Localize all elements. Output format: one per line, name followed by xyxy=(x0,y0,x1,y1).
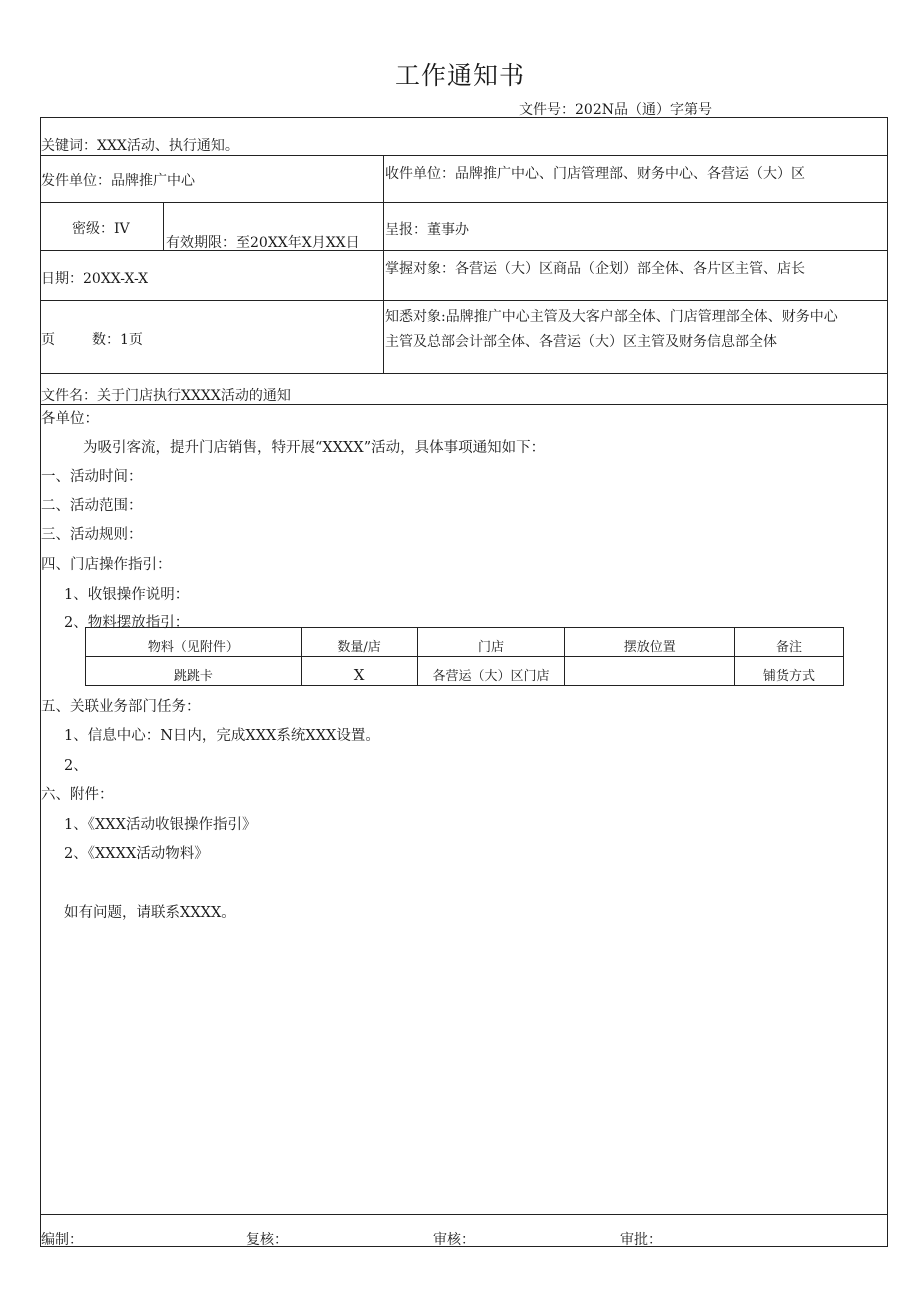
cell-quantity: X xyxy=(301,657,417,686)
attachment-2: 2、《XXXX活动物料》 xyxy=(64,846,209,862)
section-department-tasks: 五、关联业务部门任务： xyxy=(41,699,201,715)
master-audience: 掌握对象：各营运（大）区商品（企划）部全体、各片区主管、店长 xyxy=(385,261,805,277)
header-store: 门店 xyxy=(417,628,565,657)
header-remarks: 备注 xyxy=(735,628,844,657)
header-material: 物料（见附件） xyxy=(86,628,302,657)
cell-remarks: 铺货方式 xyxy=(735,657,844,686)
section-activity-time: 一、活动时间： xyxy=(41,469,143,485)
secrecy-level: 密级：IV xyxy=(72,221,130,237)
column-divider xyxy=(383,155,384,373)
document-title: 工作通知书 xyxy=(394,61,525,90)
cashier-guide: 1、收银操作说明： xyxy=(64,587,190,603)
aware-audience-line-1: 知悉对象:品牌推广中心主管及大客户部全体、门店管理部全体、财务中心 xyxy=(385,309,838,325)
cell-store: 各营运（大）区门店 xyxy=(417,657,565,686)
validity-period: 有效期限：至20XX年X月XX日 xyxy=(166,235,360,251)
cell-material: 跳跳卡 xyxy=(86,657,302,686)
section-activity-scope: 二、活动范围： xyxy=(41,498,143,514)
date: 日期：20XX-X-X xyxy=(41,271,149,287)
pages-label: 页 xyxy=(41,332,55,348)
secrecy-divider xyxy=(163,202,164,250)
pages-value: 数：1页 xyxy=(92,332,143,348)
intro-paragraph: 为吸引客流，提升门店销售，特开展“XXXX”活动，具体事项通知如下： xyxy=(83,440,546,456)
material-table xyxy=(85,627,844,686)
section-activity-rules: 三、活动规则： xyxy=(41,527,143,543)
footer-review: 复核： xyxy=(246,1232,288,1248)
task-info-center: 1、信息中心：N日内，完成XXX系统XXX设置。 xyxy=(64,728,380,744)
aware-audience-line-2: 主管及总部会计部全体、各营运（大）区主管及财务信息部全体 xyxy=(385,334,777,350)
rule-issuer xyxy=(40,202,888,203)
attachment-1: 1、《XXX活动收银操作指引》 xyxy=(64,817,257,833)
material-table-header xyxy=(86,628,844,657)
report-to: 呈报：董事办 xyxy=(385,222,469,238)
header-quantity: 数量/店 xyxy=(301,628,417,657)
keywords: 关键词：XXX活动、执行通知。 xyxy=(41,138,239,154)
file-name: 文件名：关于门店执行XXXX活动的通知 xyxy=(41,388,291,404)
section-store-guide: 四、门店操作指引： xyxy=(41,557,172,573)
footer-audit: 审核： xyxy=(433,1232,475,1248)
salutation: 各单位： xyxy=(41,411,99,427)
rule-keywords xyxy=(40,155,888,156)
task-second: 2、 xyxy=(64,758,88,774)
material-guide: 2、物料摆放指引： xyxy=(64,615,190,631)
rule-date xyxy=(40,300,888,301)
footer-editor: 编制： xyxy=(41,1232,83,1248)
contact-note: 如有问题，请联系XXXX。 xyxy=(64,905,236,921)
cell-placement xyxy=(565,657,735,686)
footer-approve: 审批： xyxy=(620,1232,662,1248)
document-number: 文件号：202N品（通）字第号 xyxy=(519,102,712,118)
header-placement: 摆放位置 xyxy=(565,628,735,657)
rule-footer xyxy=(40,1214,888,1215)
table-row xyxy=(86,657,844,686)
section-attachments: 六、附件： xyxy=(41,787,114,803)
issuer: 发件单位：品牌推广中心 xyxy=(41,173,195,189)
rule-pages xyxy=(40,373,888,374)
receiver: 收件单位：品牌推广中心、门店管理部、财务中心、各营运（大）区 xyxy=(385,166,805,182)
